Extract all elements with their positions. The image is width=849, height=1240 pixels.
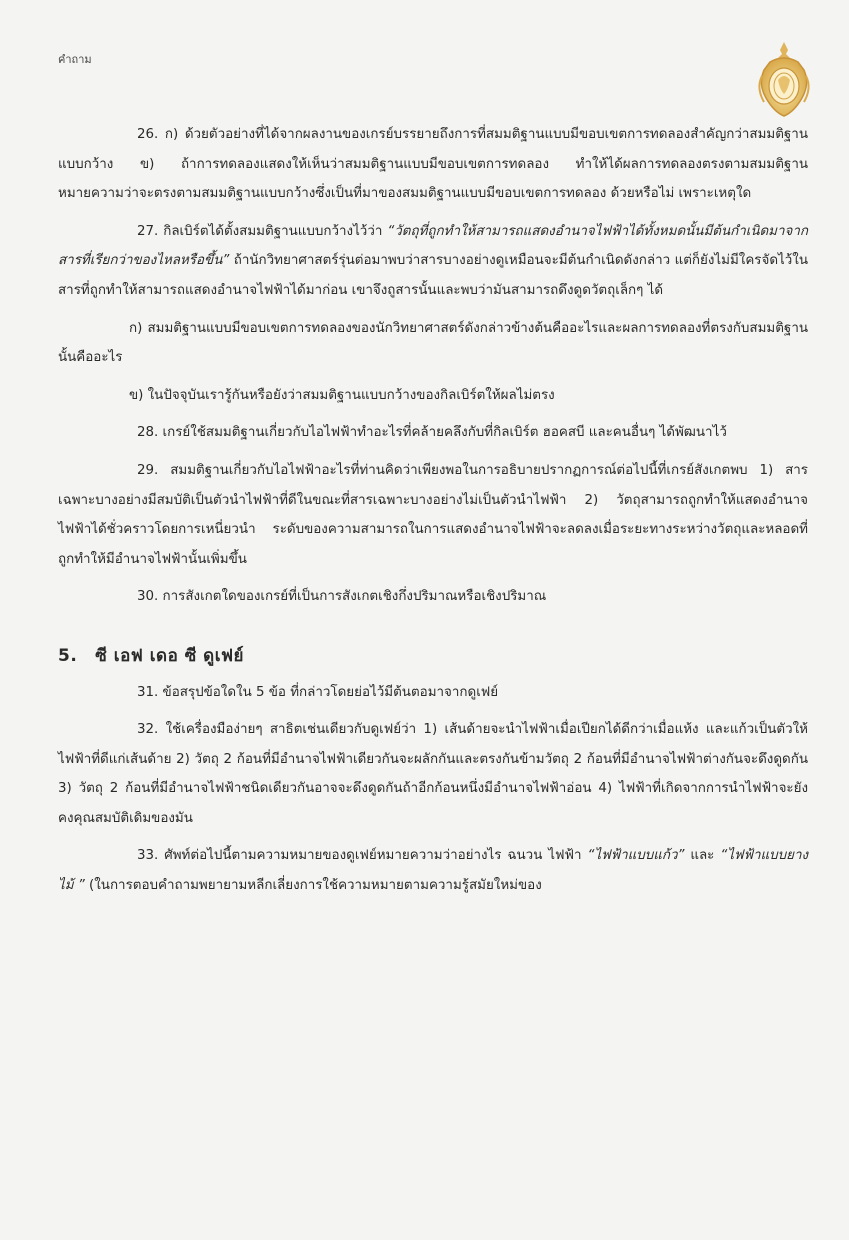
running-head: คำถาม: [58, 53, 92, 66]
question-33-rest: (ในการตอบคำถามพยายามหลีกเลี่ยงการใช้ความหมายตามความรู้สมัยใหม่ของ: [84, 878, 542, 894]
question-33-term-2: “ไฟฟ้าแบบยางไม้ ”: [58, 848, 808, 894]
question-27: [58, 217, 808, 306]
question-33: [58, 841, 808, 900]
question-33-lead: 33. ศัพท์ต่อไปนี้ตามความหมายของดูเฟย์หมายความว่าอย่างไร ฉนวน ไฟฟ้า: [137, 848, 588, 864]
school-seal-icon: [752, 40, 816, 118]
question-28: 28. เกรย์ใช้สมมติฐานเกี่ยวกับไอไฟฟ้าทำอะไรที่คล้ายคลึงกับที่กิลเบิร์ต ฮอคสบี และคนอื่นๆ ได้พัฒนาไว้: [137, 425, 727, 441]
question-27-quote: “วัตถุที่ถูกทำให้สามารถแสดงอำนาจไฟฟ้าได้ทั้งหมดนั้นมีต้นกำเนิดมาจากสารที่เรียกว่าของไหลหรือขึ้น”: [58, 223, 808, 269]
section-title: ซี เอฟ เดอ ซี ดูเฟย์: [95, 645, 245, 666]
question-26: 26. ก) ด้วยตัวอย่างที่ได้จากผลงานของเกรย์บรรยายถึงการที่สมมติฐานแบบมีขอบเขตการทดลองสำคัญกว่าสมมติฐานแบบกว้าง ข) ถ้าการทดลองแสดงให้เห็นว่าสมมติฐานแบบมีขอบเขตการทดลอง ทำให้ได้ผลการทดลองตรงตามสมมติฐาน หมายความว่าจะตรงตามสมมติฐานแบบกว้างซึ่งเป็นที่มาของสมมติฐานแบบมีขอบเขตการทดลอง ด้วยหรือไม่ เพราะเหตุใด: [58, 127, 808, 202]
question-27-part-a: ก) สมมติฐานแบบมีขอบเขตการทดลองของนักวิทยาศาสตร์ดังกล่าวข้างต้นคืออะไรและผลการทดลองที่ตรงกับสมมติฐานนั้นคืออะไร: [58, 320, 808, 366]
section-heading: [58, 642, 808, 672]
question-27-lead: 27. กิลเบิร์ตได้ตั้งสมมติฐานแบบกว้างไว้ว่า: [137, 223, 388, 239]
question-30: 30. การสังเกตใดของเกรย์ที่เป็นการสังเกตเชิงกึ่งปริมาณหรือเชิงปริมาณ: [137, 589, 547, 605]
question-29: 29. สมมติฐานเกี่ยวกับไอไฟฟ้าอะไรที่ท่านคิดว่าเพียงพอในการอธิบายปรากฏการณ์ต่อไปนี้ที่เกรย์สังเกตพบ 1) สารเฉพาะบางอย่างมีสมบัติเป็นตัวนำไฟฟ้าที่ดีในขณะที่สารเฉพาะบางอย่างไม่เป็นตัวนำไฟฟ้า 2) วัตถุสามารถถูกทำให้แสดงอำนาจไฟฟ้าได้ชั่วคราวโดยการเหนี่ยวนำ ระดับของความสามารถในการแสดงอำนาจไฟฟ้าจะลดลงเมื่อระยะทางระหว่างวัตถุและหลอดที่ถูกทำให้มีอำนาจไฟฟ้านั้นเพิ่มขึ้น: [58, 462, 808, 567]
question-33-term-1: “ไฟฟ้าแบบแก้ว”: [587, 848, 685, 864]
question-32: 32. ใช้เครื่องมือง่ายๆ สาธิตเช่นเดียวกับดูเฟย์ว่า 1) เส้นด้ายจะนำไฟฟ้าเมื่อเปียกได้ดีกว่าเมื่อแห้ง และแก้วเป็นตัวให้ไฟฟ้าที่ดีแก่เส้นด้าย 2) วัตถุ 2 ก้อนที่มีอำนาจไฟฟ้าเดียวกันจะผลักกันและตรงกันข้ามวัตถุ 2 ก้อนที่มีอำนาจไฟฟ้าต่างกันจะดึงดูดกัน 3) วัตถุ 2 ก้อนที่มีอำนาจไฟฟ้าชนิดเดียวกันอาจจะดึงดูดกันถ้าอีกก้อนหนึ่งมีอำนาจไฟฟ้าอ่อน 4) ไฟฟ้าที่เกิดจากการนำไฟฟ้าจะยังคงคุณสมบัติเดิมของมัน: [58, 722, 808, 826]
question-33-mid: และ: [684, 848, 721, 864]
question-31: 31. ข้อสรุปข้อใดใน 5 ข้อ ที่กล่าวโดยย่อไว้มีต้นตอมาจากดูเฟย์: [137, 684, 499, 700]
document-body: [58, 120, 808, 901]
question-27-part-b: ข) ในปัจจุบันเรารู้กันหรือยังว่าสมมติฐานแบบกว้างของกิลเบิร์ตให้ผลไม่ตรง: [129, 387, 555, 403]
question-27-rest: ถ้านักวิทยาศาสตร์รุ่นต่อมาพบว่าสารบางอย่างดูเหมือนจะมีต้นกำเนิดดังกล่าว แต่ก็ยังไม่มีใครจัดไว้ในสารที่ถูกทำให้สามารถแสดงอำนาจไฟฟ้าได้มาก่อน เขาจึงถูสารนั้นและพบว่ามันสามารถดึงดูดวัตถุเล็กๆ ได้: [58, 253, 808, 298]
section-number: 5.: [58, 645, 78, 666]
